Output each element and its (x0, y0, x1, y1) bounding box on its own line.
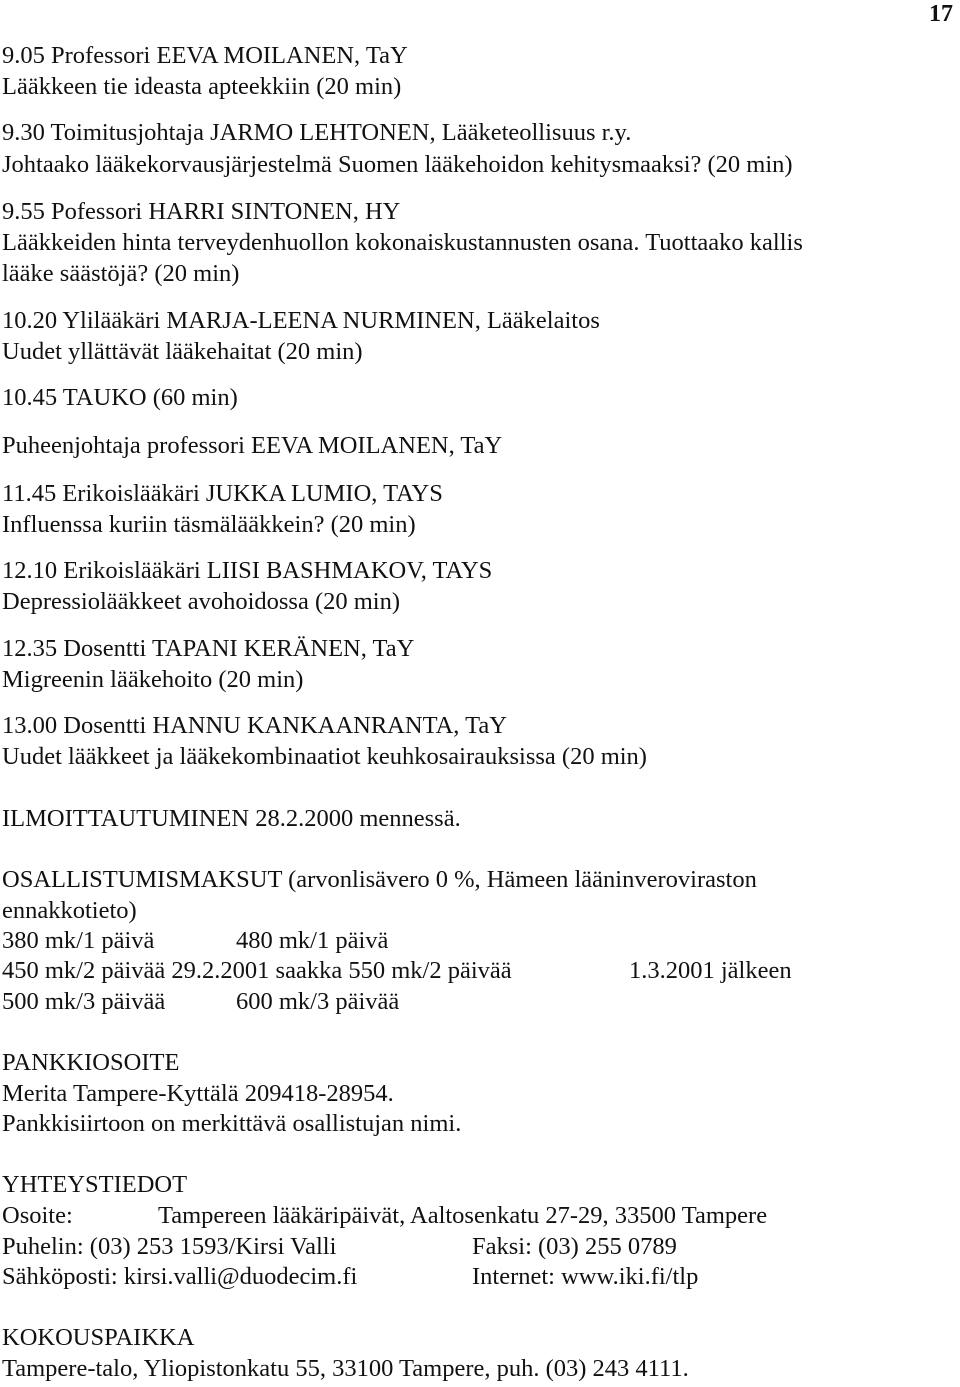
program-item-3-line3: lääke säästöjä? (20 min) (2, 260, 240, 287)
program-item-4-line2: Uudet yllättävät lääkehaitat (20 min) (2, 338, 363, 365)
program-item-1-line2: Lääkkeen tie ideasta apteekkiin (20 min) (2, 73, 402, 100)
phone: Puhelin: (03) 253 1593/Kirsi Valli (2, 1233, 337, 1260)
venue-heading: KOKOUSPAIKKA (2, 1324, 195, 1351)
program-item-5-line2: Influenssa kuriin täsmälääkkein? (20 min) (2, 511, 416, 538)
program-item-6-line2: Depressiolääkkeet avohoidossa (20 min) (2, 588, 401, 615)
program-item-7-line2: Migreenin lääkehoito (20 min) (2, 666, 304, 693)
address-label: Osoite: (2, 1202, 73, 1229)
bank-account: Merita Tampere-Kyttälä 209418-28954. (2, 1080, 394, 1107)
program-item-5-line1: 11.45 Erikoislääkäri JUKKA LUMIO, TAYS (2, 480, 443, 507)
venue-address: Tampere-talo, Yliopistonkatu 55, 33100 Tampere, puh. (03) 243 4111. (2, 1355, 689, 1382)
registration-deadline: ILMOITTAUTUMINEN 28.2.2000 mennessä. (2, 805, 461, 832)
bank-note: Pankkisiirtoon on merkittävä osallistujan nimi. (2, 1110, 462, 1137)
program-break: 10.45 TAUKO (60 min) (2, 384, 238, 411)
program-item-6-line1: 12.10 Erikoislääkäri LIISI BASHMAKOV, TAYS (2, 557, 493, 584)
fee-row1-b: 480 mk/1 päivä (236, 927, 389, 954)
contact-heading: YHTEYSTIEDOT (2, 1171, 188, 1198)
fee-row1-a: 380 mk/1 päivä (2, 927, 155, 954)
fee-row3-a: 500 mk/3 päivää (2, 988, 166, 1015)
program-item-3-line1: 9.55 Pofessori HARRI SINTONEN, HY (2, 198, 401, 225)
fees-heading-line2: ennakkotieto) (2, 897, 137, 924)
fee-row2-b: 1.3.2001 jälkeen (629, 957, 792, 984)
bank-heading: PANKKIOSOITE (2, 1049, 180, 1076)
program-item-8-line1: 13.00 Dosentti HANNU KANKAANRANTA, TaY (2, 712, 507, 739)
email: Sähköposti: kirsi.valli@duodecim.fi (2, 1263, 358, 1290)
fee-row2-a: 450 mk/2 päivää 29.2.2001 saakka 550 mk/2 päivää (2, 957, 512, 984)
internet: Internet: www.iki.fi/tlp (472, 1263, 699, 1290)
program-item-2-line2: Johtaako lääkekorvausjärjestelmä Suomen lääkehoidon kehitysmaaksi? (20 min) (2, 151, 793, 178)
program-item-8-line2: Uudet lääkkeet ja lääkekombinaatiot keuhkosairauksissa (20 min) (2, 743, 647, 770)
program-item-1-line1: 9.05 Professori EEVA MOILANEN, TaY (2, 42, 408, 69)
fee-row3-b: 600 mk/3 päivää (236, 988, 400, 1015)
fax: Faksi: (03) 255 0789 (472, 1233, 677, 1260)
program-item-2-line1: 9.30 Toimitusjohtaja JARMO LEHTONEN, Lääketeollisuus r.y. (2, 119, 632, 146)
address-value: Tampereen lääkäripäivät, Aaltosenkatu 27-29, 33500 Tampere (158, 1202, 768, 1229)
program-item-3-line2: Lääkkeiden hinta terveydenhuollon kokonaiskustannusten osana. Tuottaako kallis (2, 229, 803, 256)
program-chair: Puheenjohtaja professori EEVA MOILANEN, TaY (2, 432, 503, 459)
program-item-7-line1: 12.35 Dosentti TAPANI KERÄNEN, TaY (2, 635, 415, 662)
fees-heading-line1: OSALLISTUMISMAKSUT (arvonlisävero 0 %, Hämeen lääninveroviraston (2, 866, 757, 893)
page-number: 17 (929, 1, 953, 27)
program-item-4-line1: 10.20 Ylilääkäri MARJA-LEENA NURMINEN, Lääkelaitos (2, 307, 600, 334)
